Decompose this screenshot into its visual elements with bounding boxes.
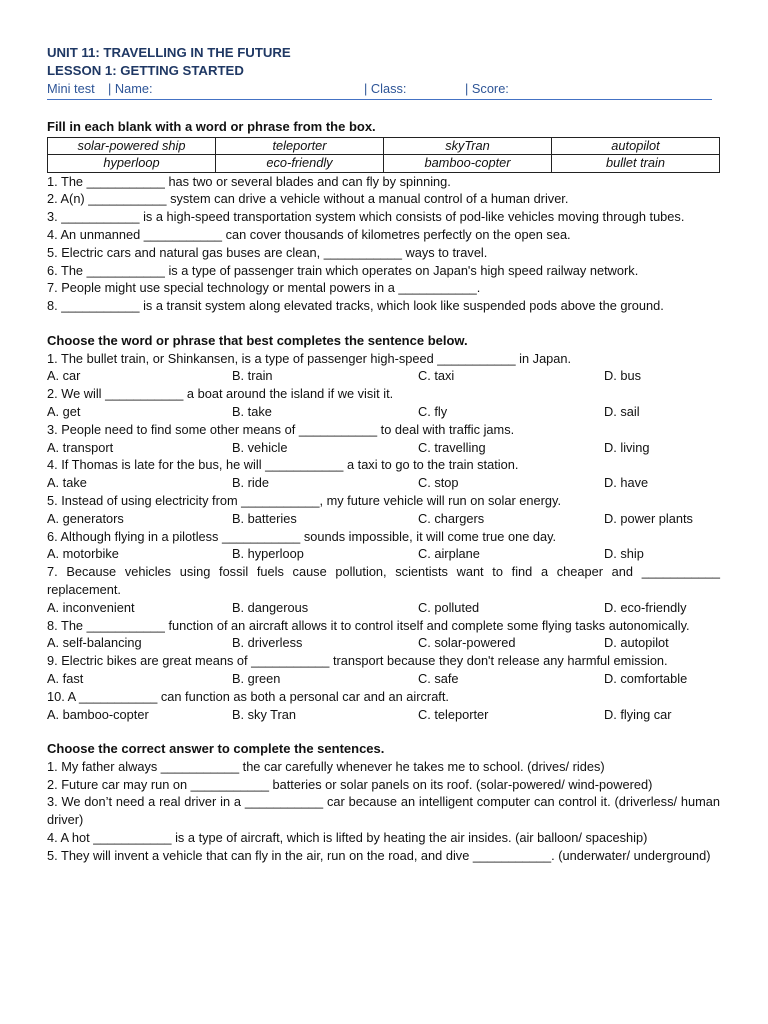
word-box-cell: autopilot (552, 137, 720, 155)
question-stem: 8. The ___________ function of an aircraft allows it to control itself and complete some flying tasks autonomically. (47, 617, 690, 633)
option-a: A. self-balancing (47, 635, 142, 651)
option-b: B. vehicle (232, 439, 288, 455)
option-a: A. get (47, 403, 81, 419)
choice-item: 5. They will invent a vehicle that can fly in the air, run on the road, and dive ___________. (underwater/ underground) (47, 847, 711, 863)
fill-item: 7. People might use special technology or mental powers in a ___________. (47, 280, 481, 296)
option-b: B. train (232, 368, 273, 384)
fill-item: 6. The ___________ is a type of passenger train which operates on Japan's high speed railway network. (47, 262, 639, 278)
option-a: A. fast (47, 670, 84, 686)
answer-options (47, 474, 720, 492)
option-c: C. fly (418, 403, 448, 419)
word-box-cell: eco-friendly (216, 155, 384, 173)
question-stem: 1. The bullet train, or Shinkansen, is a type of passenger high-speed ___________ in Japan. (47, 350, 572, 366)
option-a: A. bamboo-copter (47, 706, 149, 722)
fill-item: 4. An unmanned ___________ can cover thousands of kilometres perfectly on the open sea. (47, 226, 571, 242)
fill-item: 2. A(n) ___________ system can drive a vehicle without a manual control of a human driver. (47, 191, 569, 207)
option-b: B. batteries (232, 510, 297, 526)
score-label: | Score: (465, 81, 509, 96)
option-b: B. driverless (232, 635, 303, 651)
fill-item: 1. The ___________ has two or several blades and can fly by spinning. (47, 173, 451, 189)
option-c: C. safe (418, 670, 459, 686)
option-d: D. sail (604, 403, 640, 419)
option-c: C. airplane (418, 546, 480, 562)
answer-options (47, 599, 720, 617)
word-box-cell: skyTran (384, 137, 552, 155)
answer-options (47, 545, 720, 563)
option-b: B. green (232, 670, 281, 686)
option-d: D. bus (604, 368, 641, 384)
option-c: C. stop (418, 475, 459, 491)
option-c: C. chargers (418, 510, 485, 526)
option-d: D. living (604, 439, 650, 455)
option-a: A. take (47, 475, 87, 491)
option-b: B. hyperloop (232, 546, 304, 562)
option-d: D. ship (604, 546, 644, 562)
question-stem: 9. Electric bikes are great means of ___________ transport because they don't release any harmful emission. (47, 653, 668, 669)
option-a: A. inconvenient (47, 599, 135, 615)
question-stem: 4. If Thomas is late for the bus, he will ___________ a taxi to go to the train station. (47, 457, 519, 473)
fill-item: 5. Electric cars and natural gas buses are clean, ___________ ways to travel. (47, 244, 488, 260)
option-b: B. dangerous (232, 599, 309, 615)
option-b: B. sky Tran (232, 706, 297, 722)
name-label: | Name: (108, 81, 153, 96)
option-c: C. taxi (418, 368, 455, 384)
section3-heading: Choose the correct answer to complete the sentences. (47, 741, 385, 757)
answer-options (47, 367, 720, 385)
class-label: | Class: (364, 81, 407, 96)
option-b: B. ride (232, 475, 269, 491)
section1-heading: Fill in each blank with a word or phrase from the box. (47, 119, 376, 134)
word-box (47, 137, 720, 173)
choice-item: 1. My father always ___________ the car carefully whenever he takes me to school. (drives/ rides) (47, 758, 605, 774)
word-box-cell: bamboo-copter (384, 155, 552, 173)
option-d: D. have (604, 475, 649, 491)
question-stem: 5. Instead of using electricity from ___________, my future vehicle will run on solar energy. (47, 492, 562, 508)
answer-options (47, 706, 720, 724)
word-box-cell: hyperloop (48, 155, 216, 173)
option-a: A. motorbike (47, 546, 119, 562)
option-c: C. polluted (418, 599, 480, 615)
option-a: A. transport (47, 439, 114, 455)
mini-test-label: Mini test (47, 81, 95, 96)
word-box-cell: teleporter (216, 137, 384, 155)
answer-options (47, 439, 720, 457)
choice-item: 4. A hot ___________ is a type of aircraft, which is lifted by heating the air insides. (air balloon/ spaceship) (47, 830, 648, 846)
word-box-cell: solar-powered ship (48, 137, 216, 155)
fill-item: 3. ___________ is a high-speed transportation system which consists of pod-like vehicles moving through tubes. (47, 209, 685, 225)
student-info-line (47, 80, 712, 100)
question-stem: 7. Because vehicles using fossil fuels cause pollution, scientists want to find a cheaper and ___________ replacement. (47, 564, 720, 597)
answer-options (47, 670, 720, 688)
choice-item: 3. We don’t need a real driver in a ___________ car because an intelligent computer can control it. (driverless/ human driver) (47, 794, 720, 828)
option-d: D. autopilot (604, 635, 669, 651)
option-a: A. generators (47, 510, 124, 526)
lesson-title: LESSON 1: GETTING STARTED (47, 63, 244, 78)
question-stem: 2. We will ___________ a boat around the island if we visit it. (47, 386, 394, 402)
option-c: C. solar-powered (418, 635, 516, 651)
question-stem: 3. People need to find some other means of ___________ to deal with traffic jams. (47, 421, 515, 437)
option-c: C. teleporter (418, 706, 489, 722)
option-d: D. flying car (604, 706, 672, 722)
multiple-choice-list (47, 350, 720, 724)
fill-item: 8. ___________ is a transit system along elevated tracks, which look like suspended pods above the ground. (47, 298, 664, 314)
answer-options (47, 510, 720, 528)
answer-options (47, 403, 720, 421)
option-d: D. eco-friendly (604, 599, 687, 615)
answer-options (47, 634, 720, 652)
unit-title: UNIT 11: TRAVELLING IN THE FUTURE (47, 45, 291, 60)
option-b: B. take (232, 403, 272, 419)
word-box-row (48, 155, 720, 173)
word-box-row (48, 137, 720, 155)
option-a: A. car (47, 368, 81, 384)
question-stem: 10. A ___________ can function as both a personal car and an aircraft. (47, 688, 449, 704)
option-d: D. comfortable (604, 670, 688, 686)
section2-heading: Choose the word or phrase that best completes the sentence below. (47, 332, 468, 348)
option-d: D. power plants (604, 510, 693, 526)
worksheet (47, 44, 720, 865)
option-c: C. travelling (418, 439, 486, 455)
word-box-cell: bullet train (552, 155, 720, 173)
question-stem: 6. Although flying in a pilotless ___________ sounds impossible, it will come true one day. (47, 528, 557, 544)
choice-item: 2. Future car may run on ___________ batteries or solar panels on its roof. (solar-powered/ wind-powered) (47, 776, 653, 792)
